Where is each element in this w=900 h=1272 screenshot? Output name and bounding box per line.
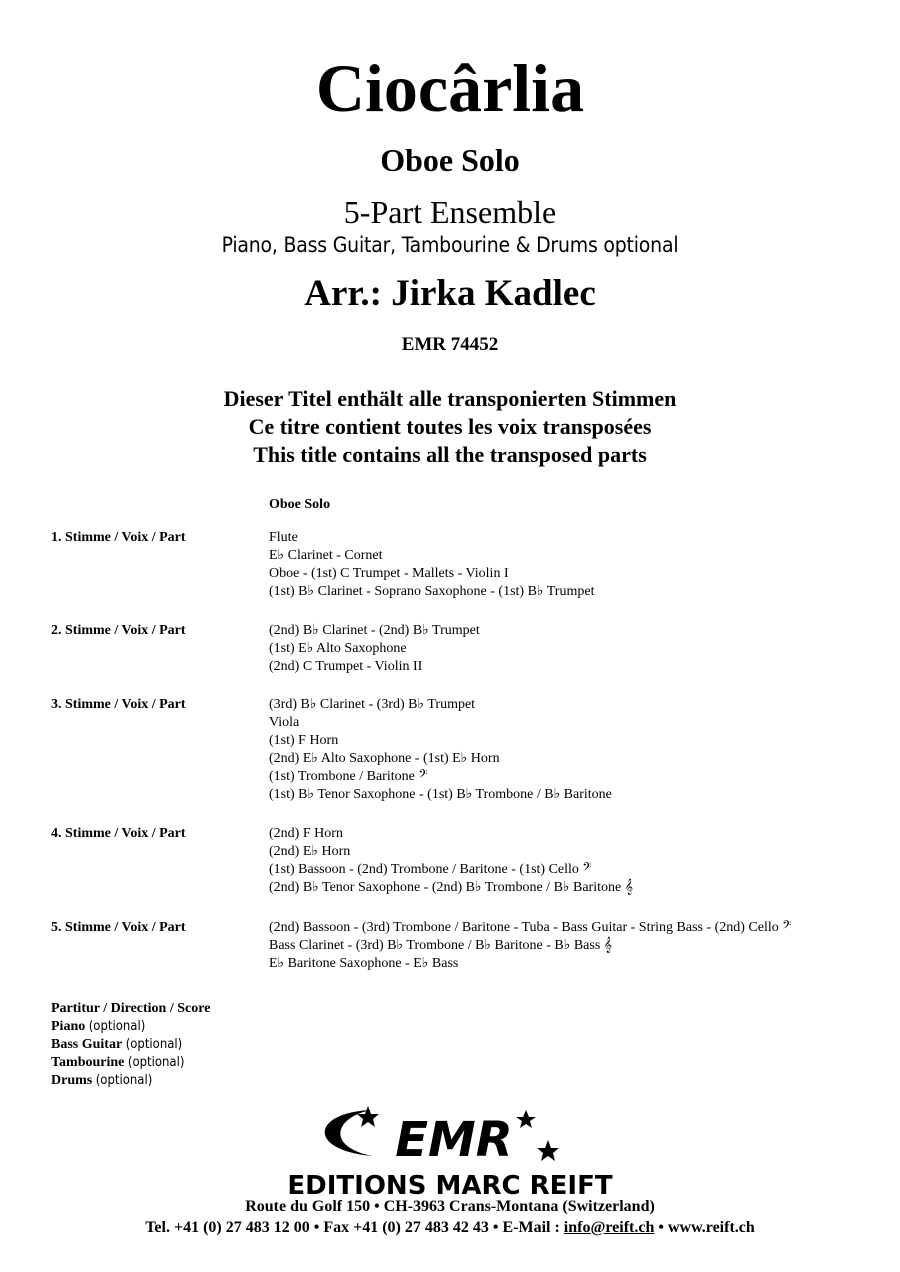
score-heading: Partitur / Direction / Score xyxy=(51,1001,211,1016)
part-line: (1st) E♭ Alto Saxophone xyxy=(269,641,407,656)
part-line: (2nd) C Trumpet - Violin II xyxy=(269,659,423,674)
star-icon xyxy=(516,1110,536,1128)
part-line: E♭ Baritone Saxophone - E♭ Bass xyxy=(269,956,459,971)
publisher-name: EDITIONS MARC REIFT xyxy=(287,1171,613,1198)
ensemble: 5-Part Ensemble xyxy=(343,194,557,230)
part-line: (2nd) E♭ Alto Saxophone - (1st) E♭ Horn xyxy=(269,751,500,766)
subtitle: Oboe Solo xyxy=(380,142,520,178)
part-line: (2nd) E♭ Horn xyxy=(269,844,351,859)
score-item-note: (optional) xyxy=(95,1073,153,1088)
part-5-label: 5. Stimme / Voix / Part xyxy=(51,920,186,935)
score-item-note: (optional) xyxy=(127,1055,185,1070)
transposed-note-en: This title contains all the transposed parts xyxy=(253,442,647,467)
title: Ciocârlia xyxy=(315,50,585,126)
arranger: Arr.: Jirka Kadlec xyxy=(304,273,596,314)
emr-logo xyxy=(240,1106,660,1198)
score-item xyxy=(51,1054,210,1072)
part-line: Bass Clarinet - (3rd) B♭ Trombone / B♭ Baritone - B♭ Bass 𝄞 xyxy=(269,938,613,953)
part-line: (1st) B♭ Tenor Saxophone - (1st) B♭ Trombone / B♭ Baritone xyxy=(269,787,612,802)
transposed-notes xyxy=(0,385,900,469)
part-2-list xyxy=(269,622,480,676)
score-section xyxy=(51,1000,210,1090)
part-line: Flute xyxy=(269,530,298,545)
part-1-list xyxy=(269,529,594,601)
part-line: (3rd) B♭ Clarinet - (3rd) B♭ Trumpet xyxy=(269,697,476,712)
score-item xyxy=(51,1072,210,1090)
part-line: (1st) Bassoon - (2nd) Trombone / Baritone - (1st) Cello 𝄢 xyxy=(269,862,592,877)
publisher-contact xyxy=(0,1218,900,1238)
star-icon xyxy=(357,1106,379,1127)
part-3-list xyxy=(269,696,612,804)
score-item-note: (optional) xyxy=(88,1019,146,1034)
part-line: (1st) Trombone / Baritone 𝄢 xyxy=(269,769,428,784)
part-line: (1st) F Horn xyxy=(269,733,339,748)
score-item-name: Tambourine xyxy=(51,1055,125,1070)
part-3-label: 3. Stimme / Voix / Part xyxy=(51,697,186,712)
part-5-list xyxy=(269,919,791,973)
logo-mark: EMR xyxy=(395,1112,513,1168)
part-line: E♭ Clarinet - Cornet xyxy=(269,548,383,563)
website: • www.reift.ch xyxy=(654,1219,755,1236)
score-item-name: Drums xyxy=(51,1073,93,1088)
part-line: (2nd) F Horn xyxy=(269,826,343,841)
publisher-address: Route du Golf 150 • CH-3963 Crans-Montana (Switzerland) xyxy=(245,1198,655,1215)
part-2-label: 2. Stimme / Voix / Part xyxy=(51,623,186,638)
score-item xyxy=(51,1018,210,1036)
score-item xyxy=(51,1036,210,1054)
catalog-number: EMR 74452 xyxy=(401,334,499,355)
email-link[interactable]: info@reift.ch xyxy=(563,1219,655,1236)
instrumentation: Piano, Bass Guitar, Tambourine & Drums optional xyxy=(221,233,679,257)
part-line: Viola xyxy=(269,715,300,730)
transposed-note-de: Dieser Titel enthält alle transponierten Stimmen xyxy=(223,386,677,411)
part-4-list xyxy=(269,825,633,897)
score-item-note: (optional) xyxy=(125,1037,183,1052)
score-item-name: Piano xyxy=(51,1019,86,1034)
part-line: (2nd) B♭ Clarinet - (2nd) B♭ Trumpet xyxy=(269,623,480,638)
contact-phone-fax: Tel. +41 (0) 27 483 12 00 • Fax +41 (0) 27 483 42 43 • E-Mail : xyxy=(145,1219,564,1236)
transposed-note-fr: Ce titre contient toutes les voix transposées xyxy=(248,414,652,439)
part-line: (2nd) Bassoon - (3rd) Trombone / Baritone - Tuba - Bass Guitar - String Bass - (2nd) Cello 𝄢 xyxy=(269,920,792,935)
part-line: (1st) B♭ Clarinet - Soprano Saxophone - (1st) B♭ Trumpet xyxy=(269,584,595,599)
part-line: (2nd) B♭ Tenor Saxophone - (2nd) B♭ Trombone / B♭ Baritone 𝄞 xyxy=(269,880,633,895)
part-4-label: 4. Stimme / Voix / Part xyxy=(51,826,186,841)
score-item-name: Bass Guitar xyxy=(51,1037,123,1052)
solo-heading: Oboe Solo xyxy=(269,497,331,512)
part-line: Oboe - (1st) C Trumpet - Mallets - Violin I xyxy=(269,566,509,581)
part-1-label: 1. Stimme / Voix / Part xyxy=(51,530,186,545)
star-icon xyxy=(537,1140,559,1161)
